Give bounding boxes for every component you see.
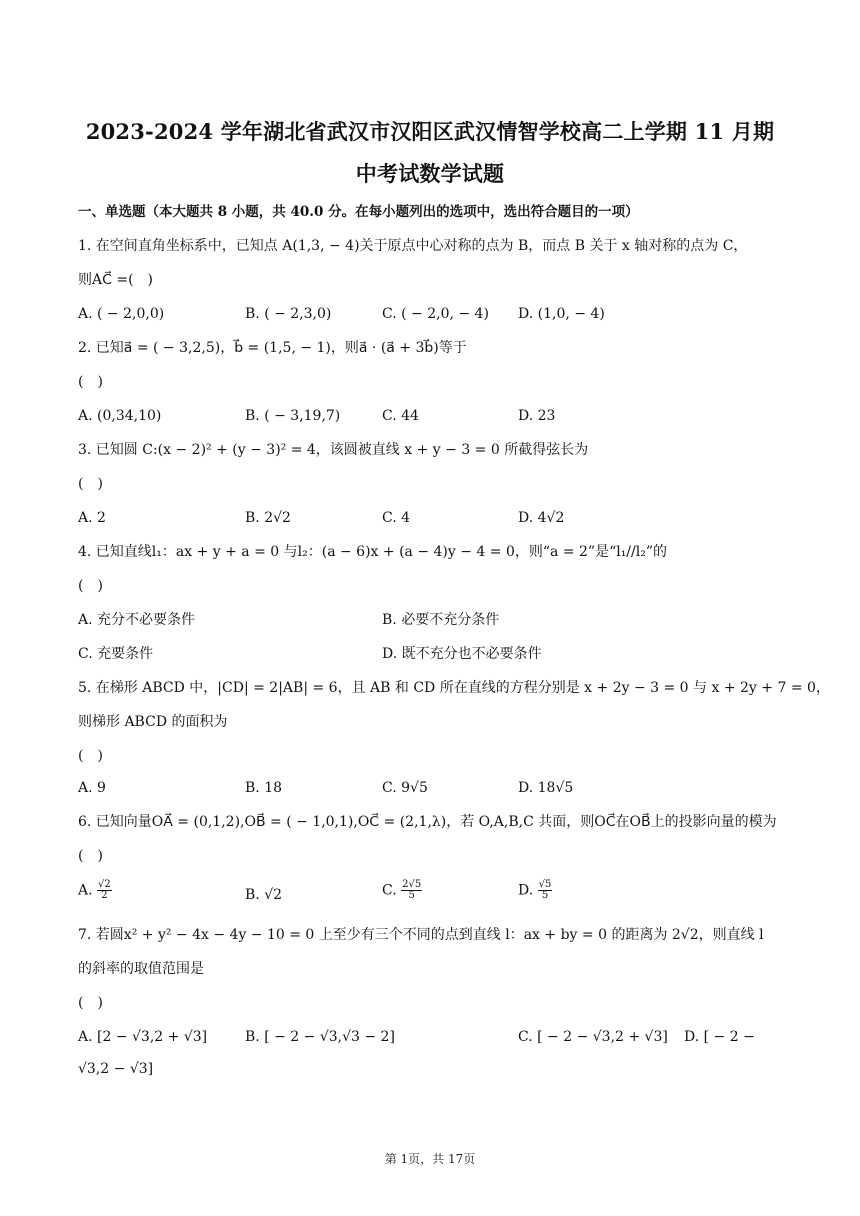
q2-option-c: C. 44 [382, 408, 419, 424]
q7-option-c: C. [ − 2 − √3,2 + √3] [518, 1029, 668, 1045]
q2-option-a: A. (0,34,10) [78, 408, 162, 424]
q3-option-b: B. 2√2 [245, 510, 291, 526]
q6-stem-line2: ( ) [78, 848, 103, 864]
q4-option-a: A. 充分不必要条件 [78, 612, 196, 628]
q7-option-b: B. [ − 2 − √3,√3 − 2] [245, 1029, 395, 1045]
q4-option-b: B. 必要不充分条件 [382, 612, 500, 628]
q1-option-b: B. ( − 2,3,0) [245, 306, 332, 322]
q6-option-a-label: A. [78, 882, 93, 899]
q4-stem-line2: ( ) [78, 578, 103, 594]
q5-option-b: B. 18 [245, 780, 283, 796]
q6-option-c-denominator: 5 [408, 890, 415, 901]
q6-option-d [518, 880, 552, 901]
page-title-line2: 中考试数学试题 [355, 161, 505, 186]
q6-option-c-fraction [401, 880, 422, 901]
q4-option-c: C. 充要条件 [78, 646, 154, 662]
q2-stem-line1: 2. 已知a⃗ = ( − 3,2,5)，b⃗ = (1,5, − 1)，则a⃗ · (a⃗ + 3b⃗)等于 [78, 340, 467, 356]
q5-option-d: D. 18√5 [518, 780, 574, 796]
q7-stem-line3: ( ) [78, 995, 103, 1011]
q7-stem-line2: 的斜率的取值范围是 [78, 961, 204, 977]
q4-stem-line1: 4. 已知直线l₁：ax + y + a = 0 与l₂：(a − 6)x + (a − 4)y − 4 = 0，则“a = 2”是“l₁//l₂”的 [78, 544, 667, 560]
q6-option-c [382, 880, 422, 901]
q1-option-a: A. ( − 2,0,0) [78, 306, 165, 322]
q7-option-a: A. [2 − √3,2 + √3] [78, 1029, 208, 1045]
q5-stem-line3: ( ) [78, 748, 103, 764]
q6-option-c-numerator: 2√5 [402, 879, 422, 890]
section-heading: 一、单选题（本大题共 8 小题，共 40.0 分。在每小题列出的选项中，选出符合题目的一项） [78, 204, 639, 220]
q5-stem-line1: 5. 在梯形 ABCD 中，|CD| = 2|AB| = 6，且 AB 和 CD 所在直线的方程分别是 x + 2y − 3 = 0 与 x + 2y + 7 = 0， [78, 680, 830, 696]
q3-option-c: C. 4 [382, 510, 411, 526]
q5-option-c: C. 9√5 [382, 780, 428, 796]
q2-option-d: D. 23 [518, 408, 556, 424]
q3-option-d: D. 4√2 [518, 510, 565, 526]
q2-stem-line2: ( ) [78, 374, 103, 390]
q6-option-a [78, 880, 112, 901]
q5-stem-line2: 则梯形 ABCD 的面积为 [78, 714, 228, 730]
q7-option-d-continued: √3,2 − √3] [78, 1061, 154, 1077]
q6-option-d-label: D. [518, 882, 534, 899]
page-footer: 第 1页，共 17页 [384, 1152, 476, 1166]
q1-option-c: C. ( − 2,0, − 4) [382, 306, 489, 322]
q3-stem-line1: 3. 已知圆 C:(x − 2)² + (y − 3)² = 4，该圆被直线 x + y − 3 = 0 所截得弦长为 [78, 442, 589, 458]
q3-stem-line2: ( ) [78, 476, 103, 492]
q6-option-c-label: C. [382, 882, 397, 899]
q6-option-a-numerator: √2 [98, 879, 111, 890]
q6-option-a-denominator: 2 [101, 890, 108, 901]
q6-option-a-fraction [97, 880, 112, 901]
q6-option-b: B. √2 [245, 887, 283, 903]
q1-stem-line1: 1. 在空间直角坐标系中，已知点 A(1,3, − 4)关于原点中心对称的点为 B，而点 B 关于 x 轴对称的点为 C， [78, 238, 748, 254]
q6-option-d-fraction [538, 880, 553, 901]
page-title-line1: 2023-2024 学年湖北省武汉市汉阳区武汉情智学校高二上学期 11 月期 [85, 119, 775, 144]
q2-option-b: B. ( − 3,19,7) [245, 408, 341, 424]
q7-option-d: D. [ − 2 − [684, 1029, 755, 1045]
q6-option-d-denominator: 5 [541, 890, 549, 901]
q1-stem-line2: 则AC⃗ =( ) [78, 272, 153, 288]
q3-option-a: A. 2 [78, 510, 106, 526]
q6-stem-line1: 6. 已知向量OA⃗ = (0,1,2),OB⃗ = ( − 1,0,1),OC⃗ = (2,1,λ)，若 O,A,B,C 共面，则OC⃗在OB⃗上的投影向量的模为 [78, 814, 777, 830]
q1-option-d: D. (1,0, − 4) [518, 306, 605, 322]
q5-option-a: A. 9 [78, 780, 106, 796]
q7-stem-line1: 7. 若圆x² + y² − 4x − 4y − 10 = 0 上至少有三个不同的点到直线 l：ax + by = 0 的距离为 2√2，则直线 l [78, 927, 764, 943]
q4-option-d: D. 既不充分也不必要条件 [382, 646, 542, 662]
q6-option-d-numerator: √5 [538, 879, 552, 890]
